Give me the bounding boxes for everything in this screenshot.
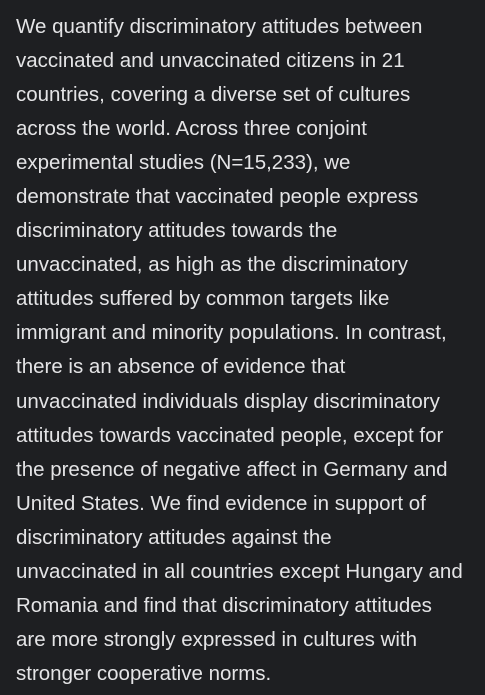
text-line: there is an absence of evidence that — [16, 355, 346, 379]
post-body-text — [16, 10, 481, 691]
text-line: countries, covering a diverse set of cultures — [16, 83, 411, 107]
text-line: stronger cooperative norms. — [16, 661, 272, 685]
text-line: unvaccinated individuals display discriminatory — [16, 389, 440, 413]
text-line: unvaccinated in all countries except Hungary and — [16, 559, 463, 583]
text-line: discriminatory attitudes towards the — [16, 219, 338, 243]
text-line: We quantify discriminatory attitudes between — [16, 15, 423, 38]
text-line: United States. We find evidence in support of — [16, 491, 426, 515]
text-line: are more strongly expressed in cultures with — [16, 627, 418, 651]
text-line: unvaccinated, as high as the discriminatory — [16, 253, 408, 277]
text-line: Romania and find that discriminatory attitudes — [16, 593, 432, 617]
text-line: immigrant and minority populations. In contrast, — [16, 321, 447, 345]
text-line: across the world. Across three conjoint — [16, 117, 367, 141]
text-line: demonstrate that vaccinated people express — [16, 185, 419, 209]
text-line: discriminatory attitudes against the — [16, 525, 332, 549]
text-line: attitudes suffered by common targets like — [16, 287, 390, 311]
text-line: experimental studies (N=15,233), we — [16, 151, 351, 175]
text-line: the presence of negative affect in Germany and — [16, 457, 448, 481]
text-line: attitudes towards vaccinated people, except for — [16, 423, 444, 447]
text-line: vaccinated and unvaccinated citizens in 21 — [16, 49, 405, 73]
